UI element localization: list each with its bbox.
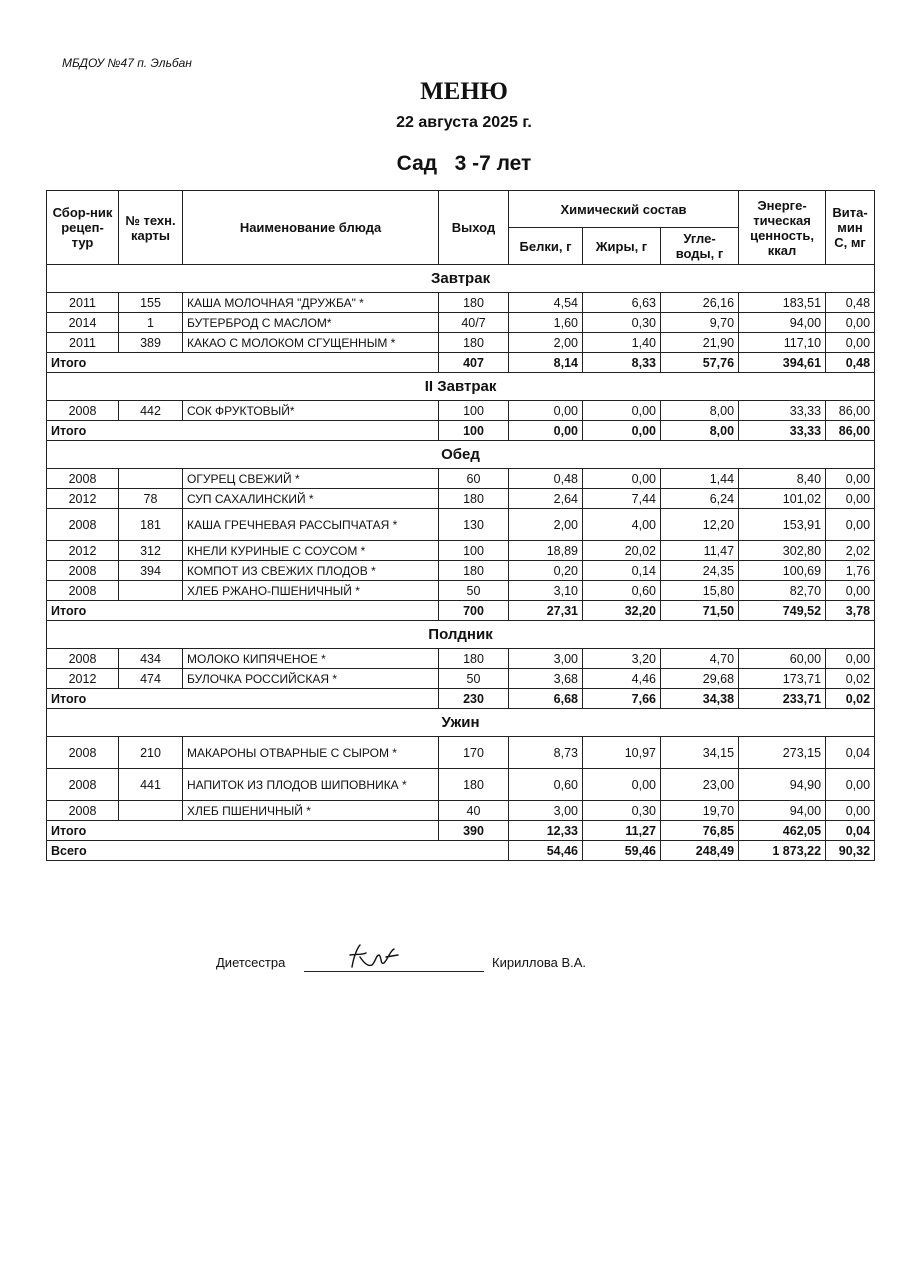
carbs-value: 24,35 xyxy=(661,561,739,581)
total-vitamin-c: 0,04 xyxy=(826,821,875,841)
signer-name: Кириллова В.А. xyxy=(492,955,587,970)
total-protein: 12,33 xyxy=(509,821,583,841)
total-fat: 0,00 xyxy=(583,421,661,441)
energy-value: 82,70 xyxy=(739,581,826,601)
fat-value: 7,44 xyxy=(583,489,661,509)
recipe-collection: 2012 xyxy=(47,669,119,689)
protein-value: 0,60 xyxy=(509,769,583,801)
tech-card-number: 389 xyxy=(119,333,183,353)
total-carbs: 76,85 xyxy=(661,821,739,841)
portion-output: 180 xyxy=(439,649,509,669)
carbs-value: 15,80 xyxy=(661,581,739,601)
portion-output: 180 xyxy=(439,561,509,581)
portion-output: 50 xyxy=(439,669,509,689)
dish-name: МАКАРОНЫ ОТВАРНЫЕ С СЫРОМ * xyxy=(183,737,439,769)
section-title: Завтрак xyxy=(47,265,875,293)
age-group: Сад 3 -7 лет xyxy=(396,152,532,175)
menu-body xyxy=(47,265,875,861)
tech-card-number xyxy=(119,469,183,489)
col-collection-header: Сбор-ник рецеп-тур xyxy=(47,191,119,265)
dish-name: СУП САХАЛИНСКИЙ * xyxy=(183,489,439,509)
handwritten-signature xyxy=(346,941,406,973)
vitamin-c-value: 86,00 xyxy=(826,401,875,421)
col-chem-header: Химический состав xyxy=(509,191,739,228)
dish-name: ХЛЕБ ПШЕНИЧНЫЙ * xyxy=(183,801,439,821)
dish-name: ОГУРЕЦ СВЕЖИЙ * xyxy=(183,469,439,489)
col-protein-header: Белки, г xyxy=(509,228,583,265)
tech-card-number: 441 xyxy=(119,769,183,801)
portion-output: 170 xyxy=(439,737,509,769)
recipe-collection: 2008 xyxy=(47,509,119,541)
carbs-value: 4,70 xyxy=(661,649,739,669)
carbs-value: 29,68 xyxy=(661,669,739,689)
fat-value: 0,14 xyxy=(583,561,661,581)
fat-value: 20,02 xyxy=(583,541,661,561)
dish-name: МОЛОКО КИПЯЧЕНОЕ * xyxy=(183,649,439,669)
menu-table xyxy=(46,190,875,861)
dish-name: КАКАО С МОЛОКОМ СГУЩЕННЫМ * xyxy=(183,333,439,353)
total-protein: 6,68 xyxy=(509,689,583,709)
total-energy: 33,33 xyxy=(739,421,826,441)
section-title: Обед xyxy=(47,441,875,469)
protein-value: 3,68 xyxy=(509,669,583,689)
table-row xyxy=(47,401,875,421)
tech-card-number: 210 xyxy=(119,737,183,769)
tech-card-number: 155 xyxy=(119,293,183,313)
carbs-value: 23,00 xyxy=(661,769,739,801)
fat-value: 0,00 xyxy=(583,769,661,801)
protein-value: 0,00 xyxy=(509,401,583,421)
protein-value: 2,00 xyxy=(509,333,583,353)
total-output: 390 xyxy=(439,821,509,841)
vitamin-c-value: 0,04 xyxy=(826,737,875,769)
grand-carbs: 248,49 xyxy=(661,841,739,861)
total-row xyxy=(47,601,875,621)
fat-value: 0,00 xyxy=(583,401,661,421)
protein-value: 2,00 xyxy=(509,509,583,541)
table-row xyxy=(47,737,875,769)
recipe-collection: 2008 xyxy=(47,401,119,421)
table-row xyxy=(47,561,875,581)
protein-value: 2,64 xyxy=(509,489,583,509)
vitamin-c-value: 0,00 xyxy=(826,469,875,489)
total-protein: 0,00 xyxy=(509,421,583,441)
energy-value: 183,51 xyxy=(739,293,826,313)
recipe-collection: 2011 xyxy=(47,293,119,313)
col-carbs-header: Угле-воды, г xyxy=(661,228,739,265)
total-protein: 27,31 xyxy=(509,601,583,621)
vitamin-c-value: 0,00 xyxy=(826,489,875,509)
tech-card-number xyxy=(119,801,183,821)
protein-value: 3,00 xyxy=(509,801,583,821)
carbs-value: 8,00 xyxy=(661,401,739,421)
total-label: Итого xyxy=(47,601,439,621)
vitamin-c-value: 0,00 xyxy=(826,581,875,601)
portion-output: 180 xyxy=(439,293,509,313)
total-vitamin-c: 0,48 xyxy=(826,353,875,373)
total-energy: 749,52 xyxy=(739,601,826,621)
portion-output: 180 xyxy=(439,333,509,353)
recipe-collection: 2012 xyxy=(47,541,119,561)
energy-value: 117,10 xyxy=(739,333,826,353)
energy-value: 100,69 xyxy=(739,561,826,581)
portion-output: 180 xyxy=(439,769,509,801)
tech-card-number: 434 xyxy=(119,649,183,669)
tech-card-number: 394 xyxy=(119,561,183,581)
total-energy: 394,61 xyxy=(739,353,826,373)
vitamin-c-value: 0,48 xyxy=(826,293,875,313)
fat-value: 0,30 xyxy=(583,801,661,821)
total-vitamin-c: 0,02 xyxy=(826,689,875,709)
tech-card-number: 1 xyxy=(119,313,183,333)
tech-card-number xyxy=(119,581,183,601)
section-row xyxy=(47,441,875,469)
table-row xyxy=(47,541,875,561)
vitamin-c-value: 0,00 xyxy=(826,313,875,333)
signer-role: Диетсестра xyxy=(216,955,286,970)
tech-card-number: 312 xyxy=(119,541,183,561)
total-label: Итого xyxy=(47,689,439,709)
protein-value: 4,54 xyxy=(509,293,583,313)
grand-total-label: Всего xyxy=(47,841,509,861)
recipe-collection: 2008 xyxy=(47,769,119,801)
dish-name: КНЕЛИ КУРИНЫЕ С СОУСОМ * xyxy=(183,541,439,561)
grand-protein: 54,46 xyxy=(509,841,583,861)
dish-name: КОМПОТ ИЗ СВЕЖИХ ПЛОДОВ * xyxy=(183,561,439,581)
total-row xyxy=(47,689,875,709)
total-fat: 32,20 xyxy=(583,601,661,621)
dish-name: ХЛЕБ РЖАНО-ПШЕНИЧНЫЙ * xyxy=(183,581,439,601)
vitamin-c-value: 1,76 xyxy=(826,561,875,581)
recipe-collection: 2008 xyxy=(47,581,119,601)
portion-output: 100 xyxy=(439,401,509,421)
portion-output: 50 xyxy=(439,581,509,601)
recipe-collection: 2011 xyxy=(47,333,119,353)
vitamin-c-value: 0,00 xyxy=(826,649,875,669)
total-row xyxy=(47,821,875,841)
carbs-value: 9,70 xyxy=(661,313,739,333)
protein-value: 1,60 xyxy=(509,313,583,333)
carbs-value: 19,70 xyxy=(661,801,739,821)
energy-value: 94,90 xyxy=(739,769,826,801)
col-vitamin-header: Вита-мин С, мг xyxy=(826,191,875,265)
energy-value: 302,80 xyxy=(739,541,826,561)
fat-value: 4,46 xyxy=(583,669,661,689)
energy-value: 153,91 xyxy=(739,509,826,541)
total-row xyxy=(47,353,875,373)
section-title: Ужин xyxy=(47,709,875,737)
protein-value: 18,89 xyxy=(509,541,583,561)
total-output: 230 xyxy=(439,689,509,709)
fat-value: 4,00 xyxy=(583,509,661,541)
energy-value: 173,71 xyxy=(739,669,826,689)
fat-value: 6,63 xyxy=(583,293,661,313)
total-fat: 11,27 xyxy=(583,821,661,841)
carbs-value: 1,44 xyxy=(661,469,739,489)
section-row xyxy=(47,709,875,737)
carbs-value: 11,47 xyxy=(661,541,739,561)
table-row xyxy=(47,333,875,353)
grand-fat: 59,46 xyxy=(583,841,661,861)
carbs-value: 21,90 xyxy=(661,333,739,353)
energy-value: 60,00 xyxy=(739,649,826,669)
col-energy-header: Энерге-тическая ценность, ккал xyxy=(739,191,826,265)
fat-value: 0,00 xyxy=(583,469,661,489)
carbs-value: 34,15 xyxy=(661,737,739,769)
total-output: 407 xyxy=(439,353,509,373)
total-vitamin-c: 86,00 xyxy=(826,421,875,441)
dish-name: КАША ГРЕЧНЕВАЯ РАССЫПЧАТАЯ * xyxy=(183,509,439,541)
total-label: Итого xyxy=(47,421,439,441)
portion-output: 100 xyxy=(439,541,509,561)
total-carbs: 34,38 xyxy=(661,689,739,709)
page-title: МЕНЮ xyxy=(420,78,508,105)
total-fat: 7,66 xyxy=(583,689,661,709)
total-row xyxy=(47,421,875,441)
total-carbs: 57,76 xyxy=(661,353,739,373)
table-row xyxy=(47,469,875,489)
vitamin-c-value: 0,00 xyxy=(826,509,875,541)
col-output-header: Выход xyxy=(439,191,509,265)
energy-value: 8,40 xyxy=(739,469,826,489)
fat-value: 3,20 xyxy=(583,649,661,669)
fat-value: 0,60 xyxy=(583,581,661,601)
recipe-collection: 2014 xyxy=(47,313,119,333)
recipe-collection: 2008 xyxy=(47,801,119,821)
vitamin-c-value: 0,00 xyxy=(826,333,875,353)
table-row xyxy=(47,769,875,801)
protein-value: 3,00 xyxy=(509,649,583,669)
tech-card-number: 442 xyxy=(119,401,183,421)
total-fat: 8,33 xyxy=(583,353,661,373)
grand-total-row xyxy=(47,841,875,861)
total-output: 100 xyxy=(439,421,509,441)
carbs-value: 26,16 xyxy=(661,293,739,313)
portion-output: 130 xyxy=(439,509,509,541)
grand-vitamin-c: 90,32 xyxy=(826,841,875,861)
organization-name: МБДОУ №47 п. Эльбан xyxy=(62,56,192,70)
dish-name: БУЛОЧКА РОССИЙСКАЯ * xyxy=(183,669,439,689)
recipe-collection: 2008 xyxy=(47,561,119,581)
portion-output: 40 xyxy=(439,801,509,821)
table-row xyxy=(47,801,875,821)
section-row xyxy=(47,265,875,293)
vitamin-c-value: 2,02 xyxy=(826,541,875,561)
col-card-header: № техн. карты xyxy=(119,191,183,265)
energy-value: 33,33 xyxy=(739,401,826,421)
dish-name: КАША МОЛОЧНАЯ "ДРУЖБА" * xyxy=(183,293,439,313)
dish-name: НАПИТОК ИЗ ПЛОДОВ ШИПОВНИКА * xyxy=(183,769,439,801)
table-row xyxy=(47,293,875,313)
recipe-collection: 2008 xyxy=(47,469,119,489)
section-title: Полдник xyxy=(47,621,875,649)
vitamin-c-value: 0,00 xyxy=(826,801,875,821)
dish-name: БУТЕРБРОД С МАСЛОМ* xyxy=(183,313,439,333)
protein-value: 0,48 xyxy=(509,469,583,489)
table-row xyxy=(47,669,875,689)
protein-value: 0,20 xyxy=(509,561,583,581)
energy-value: 273,15 xyxy=(739,737,826,769)
section-title: II Завтрак xyxy=(47,373,875,401)
fat-value: 0,30 xyxy=(583,313,661,333)
total-carbs: 71,50 xyxy=(661,601,739,621)
tech-card-number: 474 xyxy=(119,669,183,689)
energy-value: 94,00 xyxy=(739,313,826,333)
tech-card-number: 181 xyxy=(119,509,183,541)
vitamin-c-value: 0,00 xyxy=(826,769,875,801)
total-energy: 233,71 xyxy=(739,689,826,709)
vitamin-c-value: 0,02 xyxy=(826,669,875,689)
carbs-value: 6,24 xyxy=(661,489,739,509)
recipe-collection: 2008 xyxy=(47,649,119,669)
portion-output: 60 xyxy=(439,469,509,489)
energy-value: 101,02 xyxy=(739,489,826,509)
protein-value: 8,73 xyxy=(509,737,583,769)
table-row xyxy=(47,509,875,541)
table-row xyxy=(47,649,875,669)
portion-output: 40/7 xyxy=(439,313,509,333)
section-row xyxy=(47,373,875,401)
tech-card-number: 78 xyxy=(119,489,183,509)
total-protein: 8,14 xyxy=(509,353,583,373)
table-row xyxy=(47,313,875,333)
section-row xyxy=(47,621,875,649)
table-row xyxy=(47,581,875,601)
total-carbs: 8,00 xyxy=(661,421,739,441)
table-row xyxy=(47,489,875,509)
total-label: Итого xyxy=(47,353,439,373)
portion-output: 180 xyxy=(439,489,509,509)
total-label: Итого xyxy=(47,821,439,841)
dish-name: СОК ФРУКТОВЫЙ* xyxy=(183,401,439,421)
total-energy: 462,05 xyxy=(739,821,826,841)
grand-energy: 1 873,22 xyxy=(739,841,826,861)
recipe-collection: 2008 xyxy=(47,737,119,769)
total-output: 700 xyxy=(439,601,509,621)
energy-value: 94,00 xyxy=(739,801,826,821)
col-name-header: Наименование блюда xyxy=(183,191,439,265)
fat-value: 10,97 xyxy=(583,737,661,769)
menu-date: 22 августа 2025 г. xyxy=(396,114,532,131)
fat-value: 1,40 xyxy=(583,333,661,353)
protein-value: 3,10 xyxy=(509,581,583,601)
carbs-value: 12,20 xyxy=(661,509,739,541)
recipe-collection: 2012 xyxy=(47,489,119,509)
col-fat-header: Жиры, г xyxy=(583,228,661,265)
total-vitamin-c: 3,78 xyxy=(826,601,875,621)
